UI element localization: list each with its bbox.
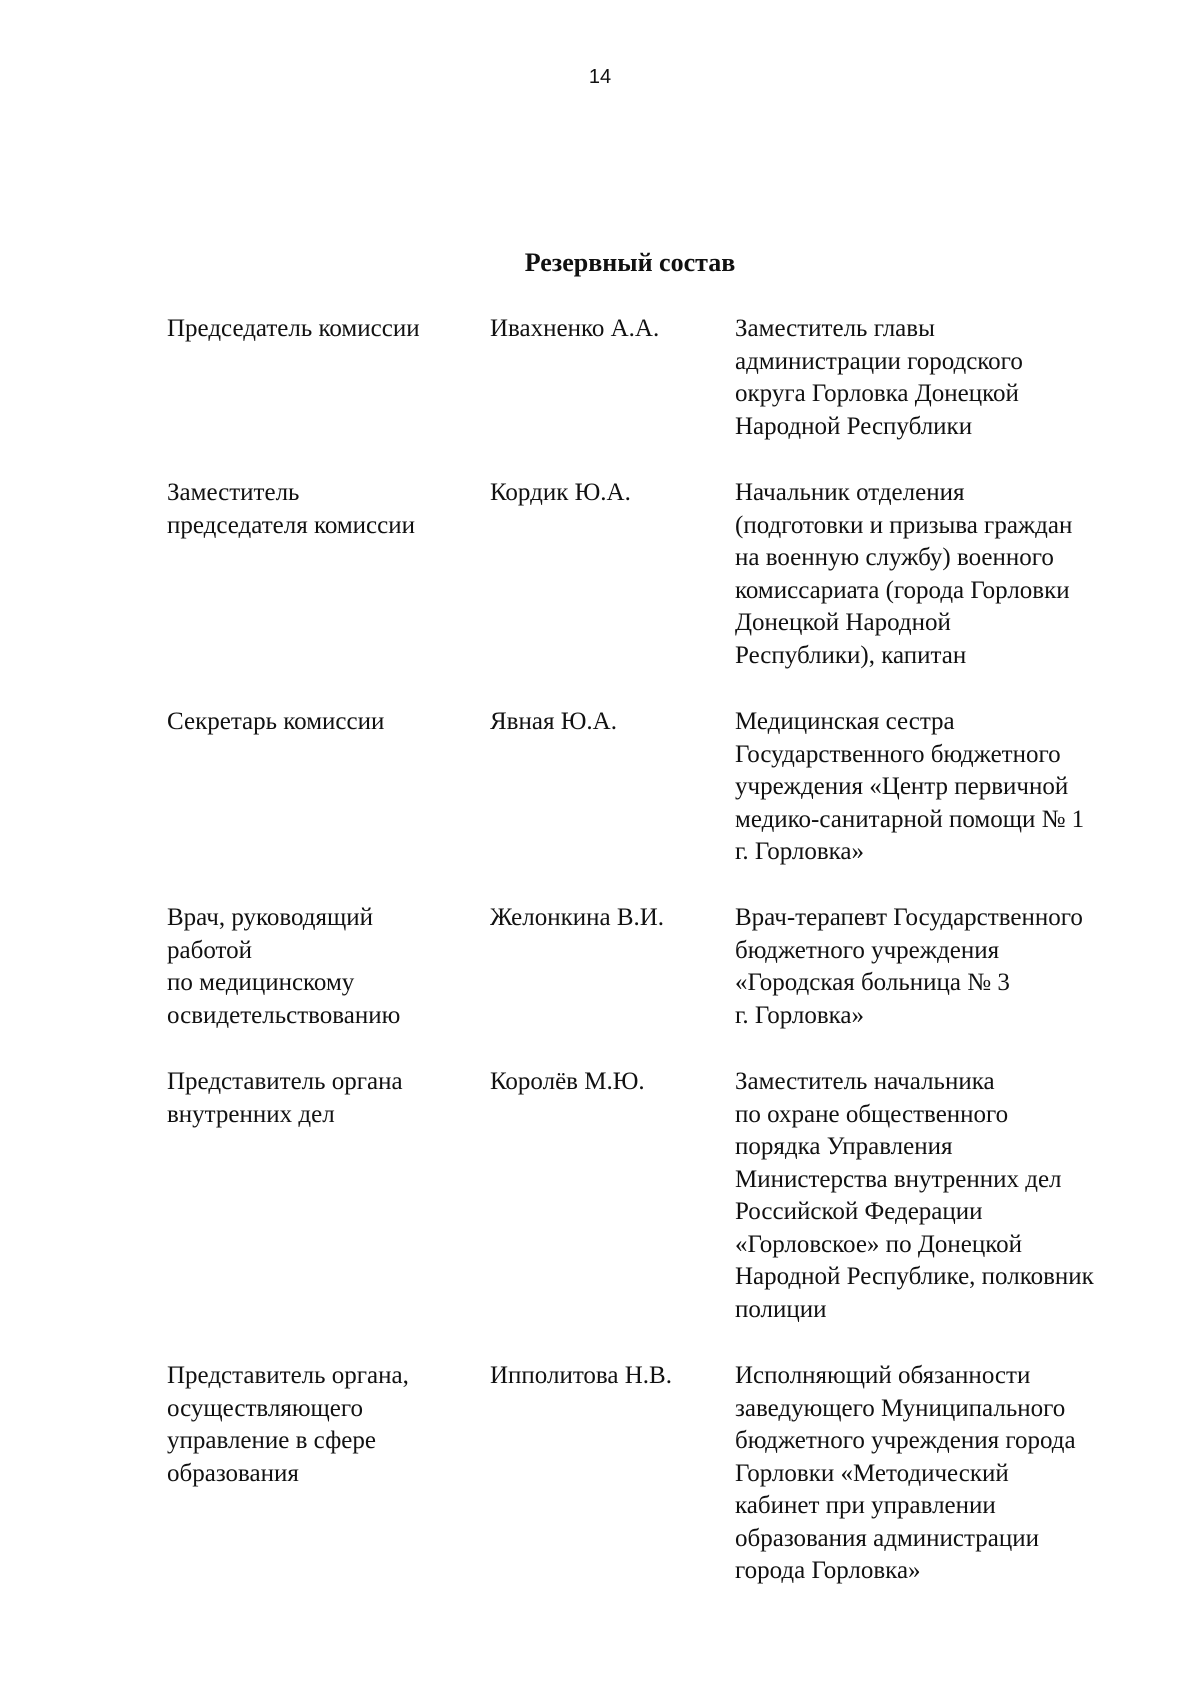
member-name: Явная Ю.А. (490, 708, 617, 735)
member-position (735, 1066, 1155, 1326)
position-line: Заместитель начальника (735, 1068, 995, 1095)
member-name: Ивахненко А.А. (490, 315, 660, 342)
member-role (167, 1066, 487, 1131)
section-title: Резервный состав (524, 248, 736, 277)
member-role (167, 313, 487, 346)
member-name: Желонкина В.И. (490, 904, 665, 931)
position-line: учреждения «Центр первичной (735, 773, 1069, 800)
member-role (167, 902, 487, 1032)
role-line: Представитель органа, (167, 1362, 409, 1389)
position-line: образования администрации (735, 1524, 1039, 1552)
page-number: 14 (588, 66, 612, 88)
position-line: «Городская больница № 3 (735, 969, 1010, 996)
member-position (735, 313, 1155, 443)
position-line: Министерства внутренних дел (735, 1165, 1062, 1193)
position-line: Исполняющий обязанности (735, 1362, 1031, 1389)
role-line: управление в сфере (167, 1427, 376, 1454)
position-line: Государственного бюджетного (735, 740, 1061, 768)
position-line: Донецкой Народной (735, 609, 951, 636)
position-line: администрации городского (735, 347, 1023, 375)
position-line: города Горловка» (735, 1557, 921, 1584)
position-line: Заместитель главы (735, 315, 935, 342)
position-line: комиссариата (города Горловки (735, 576, 1070, 604)
member-name: Королёв М.Ю. (490, 1068, 645, 1095)
member-position (735, 902, 1155, 1032)
role-line: освидетельствованию (167, 1001, 401, 1029)
position-line: бюджетного учреждения города (735, 1427, 1076, 1454)
position-line: округа Горловка Донецкой (735, 380, 1019, 407)
position-line: медико-санитарной помощи № 1 (735, 805, 1085, 833)
role-line: Председатель комиссии (167, 315, 420, 342)
member-role (167, 1360, 487, 1490)
role-line: Представитель органа (167, 1068, 403, 1095)
role-line: осуществляющего (167, 1394, 363, 1422)
member-role (167, 477, 487, 542)
position-line: г. Горловка» (735, 1001, 865, 1029)
position-line: полиции (735, 1295, 827, 1323)
member-role (167, 706, 487, 739)
member-position (735, 706, 1155, 869)
role-line: Заместитель (167, 479, 300, 506)
position-line: Республики), капитан (735, 641, 967, 669)
member-position (735, 477, 1155, 672)
role-line: работой (167, 936, 252, 964)
position-line: Врач-терапевт Государственного (735, 904, 1083, 931)
position-line: Народной Республики (735, 412, 973, 440)
role-line: образования (167, 1459, 299, 1487)
role-line: председателя комиссии (167, 511, 415, 539)
position-line: бюджетного учреждения (735, 936, 1000, 964)
position-line: на военную службу) военного (735, 544, 1054, 571)
position-line: «Горловское» по Донецкой (735, 1230, 1022, 1258)
position-line: по охране общественного (735, 1100, 1009, 1128)
role-line: внутренних дел (167, 1100, 335, 1128)
role-line: Врач, руководящий (167, 904, 374, 931)
position-line: порядка Управления (735, 1133, 953, 1160)
position-line: кабинет при управлении (735, 1492, 996, 1519)
role-line: Секретарь комиссии (167, 708, 385, 735)
position-line: Российской Федерации (735, 1198, 983, 1225)
member-position (735, 1360, 1155, 1588)
position-line: г. Горловка» (735, 838, 865, 865)
position-line: (подготовки и призыва граждан (735, 511, 1073, 539)
position-line: Народной Республике, полковник (735, 1263, 1094, 1290)
position-line: Горловки «Методический (735, 1459, 1009, 1487)
position-line: заведующего Муниципального (735, 1394, 1066, 1422)
member-name: Ипполитова Н.В. (490, 1362, 672, 1389)
role-line: по медицинскому (167, 969, 355, 996)
position-line: Медицинская сестра (735, 708, 955, 735)
member-name: Кордик Ю.А. (490, 479, 631, 506)
position-line: Начальник отделения (735, 479, 965, 506)
